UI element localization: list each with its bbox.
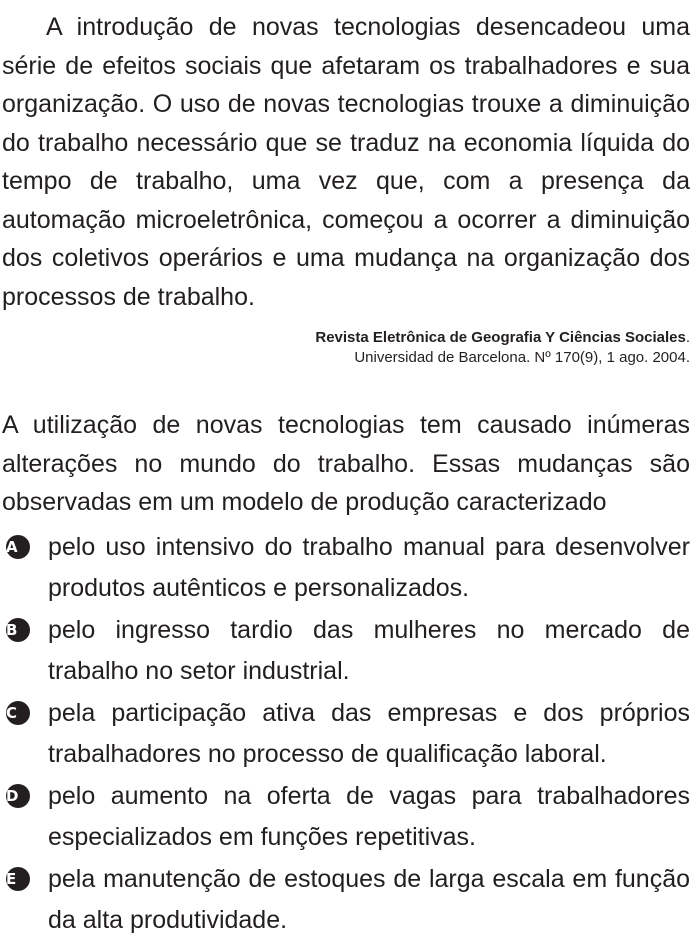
- option-b-badge: B: [6, 618, 30, 642]
- option-a-text: pelo uso intensivo do trabalho manual para desenvolver produtos autênticos e personalizados.: [48, 532, 690, 602]
- source-title-end: .: [685, 329, 690, 346]
- option-d-text: pelo aumento na oferta de vagas para trabalhadores especializados em funções repetitivas.: [48, 781, 690, 851]
- option-b[interactable]: [2, 610, 690, 693]
- option-e[interactable]: [2, 859, 690, 942]
- option-a[interactable]: [2, 527, 690, 610]
- option-d-badge: D: [6, 784, 30, 808]
- source-citation: [2, 328, 690, 368]
- option-e-text: pela manutenção de estoques de larga escala em função da alta produtividade.: [48, 864, 690, 934]
- source-title-line: [2, 328, 690, 348]
- option-d[interactable]: [2, 776, 690, 859]
- answer-options: [2, 527, 690, 942]
- option-c[interactable]: [2, 693, 690, 776]
- option-c-badge: C: [6, 701, 30, 725]
- option-a-badge: A: [6, 535, 30, 559]
- option-b-text: pelo ingresso tardio das mulheres no mercado de trabalho no setor industrial.: [48, 615, 690, 685]
- question-stem: A utilização de novas tecnologias tem causado inúmeras alterações no mundo do trabalho. Essas mudanças são observadas em um modelo de produção caracterizado: [2, 411, 690, 516]
- option-c-text: pela participação ativa das empresas e dos próprios trabalhadores no processo de qualificação laboral.: [48, 698, 690, 768]
- passage-text: A introdução de novas tecnologias desencadeou uma série de efeitos sociais que afetaram os trabalhadores e sua organização. O uso de novas tecnologias trouxe a diminuição do trabalho necessário que se traduz na economia líquida do tempo de trabalho, uma vez que, com a presença da automação microeletrônica, começou a ocorrer a diminuição dos coletivos operários e uma mudança na organização dos processos de trabalho.: [2, 13, 690, 311]
- option-e-badge: E: [6, 867, 30, 891]
- source-details: Universidad de Barcelona. Nº 170(9), 1 ago. 2004.: [354, 349, 690, 366]
- source-title: Revista Eletrônica de Geografia Y Ciências Sociales: [315, 329, 686, 346]
